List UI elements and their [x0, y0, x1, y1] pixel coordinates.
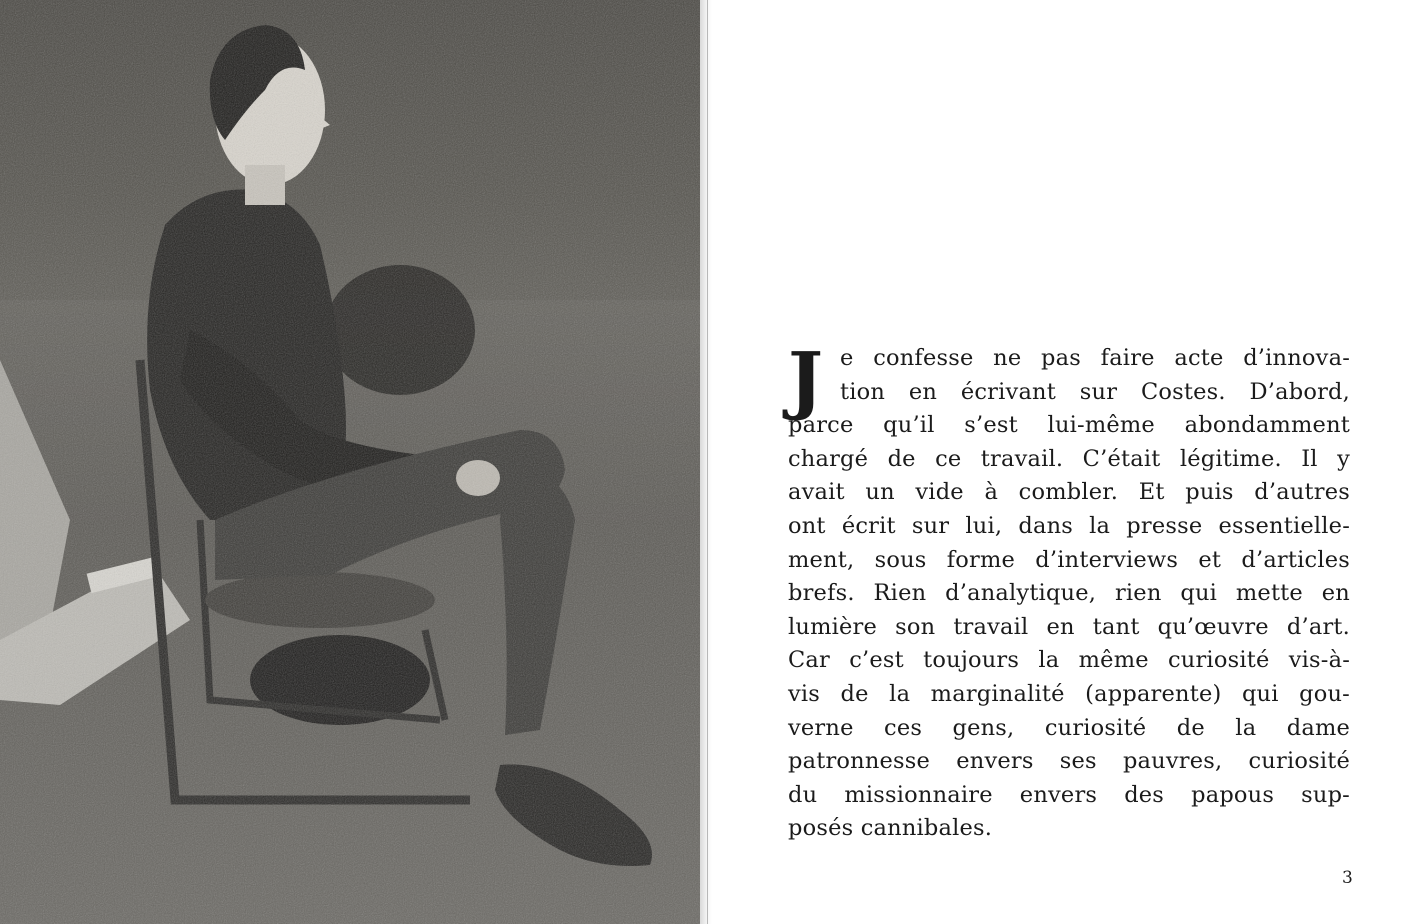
gutter-fold-line: [707, 0, 708, 924]
text-line: posés cannibales.: [788, 815, 993, 842]
text-line: verne ces gens, curiosité de la dame: [788, 714, 1350, 741]
text-line: du missionnaire envers des papous sup-: [788, 781, 1350, 808]
text-line: chargé de ce travail. C’était légitime. Il y: [788, 445, 1350, 472]
text-line: Car c’est toujours la même curiosité vis-à-: [788, 647, 1350, 674]
text-line: ment, sous forme d’interviews et d’articles: [788, 546, 1350, 573]
text-line: lumière son travail en tant qu’œuvre d’art.: [788, 613, 1350, 640]
text-line: tion en écrivant sur Costes. D’abord,: [840, 378, 1350, 405]
text-line: parce qu’il s’est lui-même abondamment: [788, 412, 1350, 439]
photograph-seated-man: [0, 0, 700, 924]
page-gutter: [700, 0, 712, 924]
text-line: ont écrit sur lui, dans la presse essentielle-: [788, 512, 1350, 539]
photo-illustration: [0, 0, 700, 924]
text-line: avait un vide à combler. Et puis d’autres: [788, 479, 1350, 506]
page-number: 3: [1342, 868, 1353, 888]
text-line: e confesse ne pas faire acte d’innova-: [840, 345, 1350, 371]
drop-cap: J: [788, 337, 824, 423]
text-line: brefs. Rien d’analytique, rien qui mette en: [788, 580, 1350, 607]
text-line: patronnesse envers ses pauvres, curiosité: [788, 748, 1350, 775]
body-text: [788, 337, 1350, 846]
text-line: vis de la marginalité (apparente) qui gou-: [788, 680, 1350, 707]
